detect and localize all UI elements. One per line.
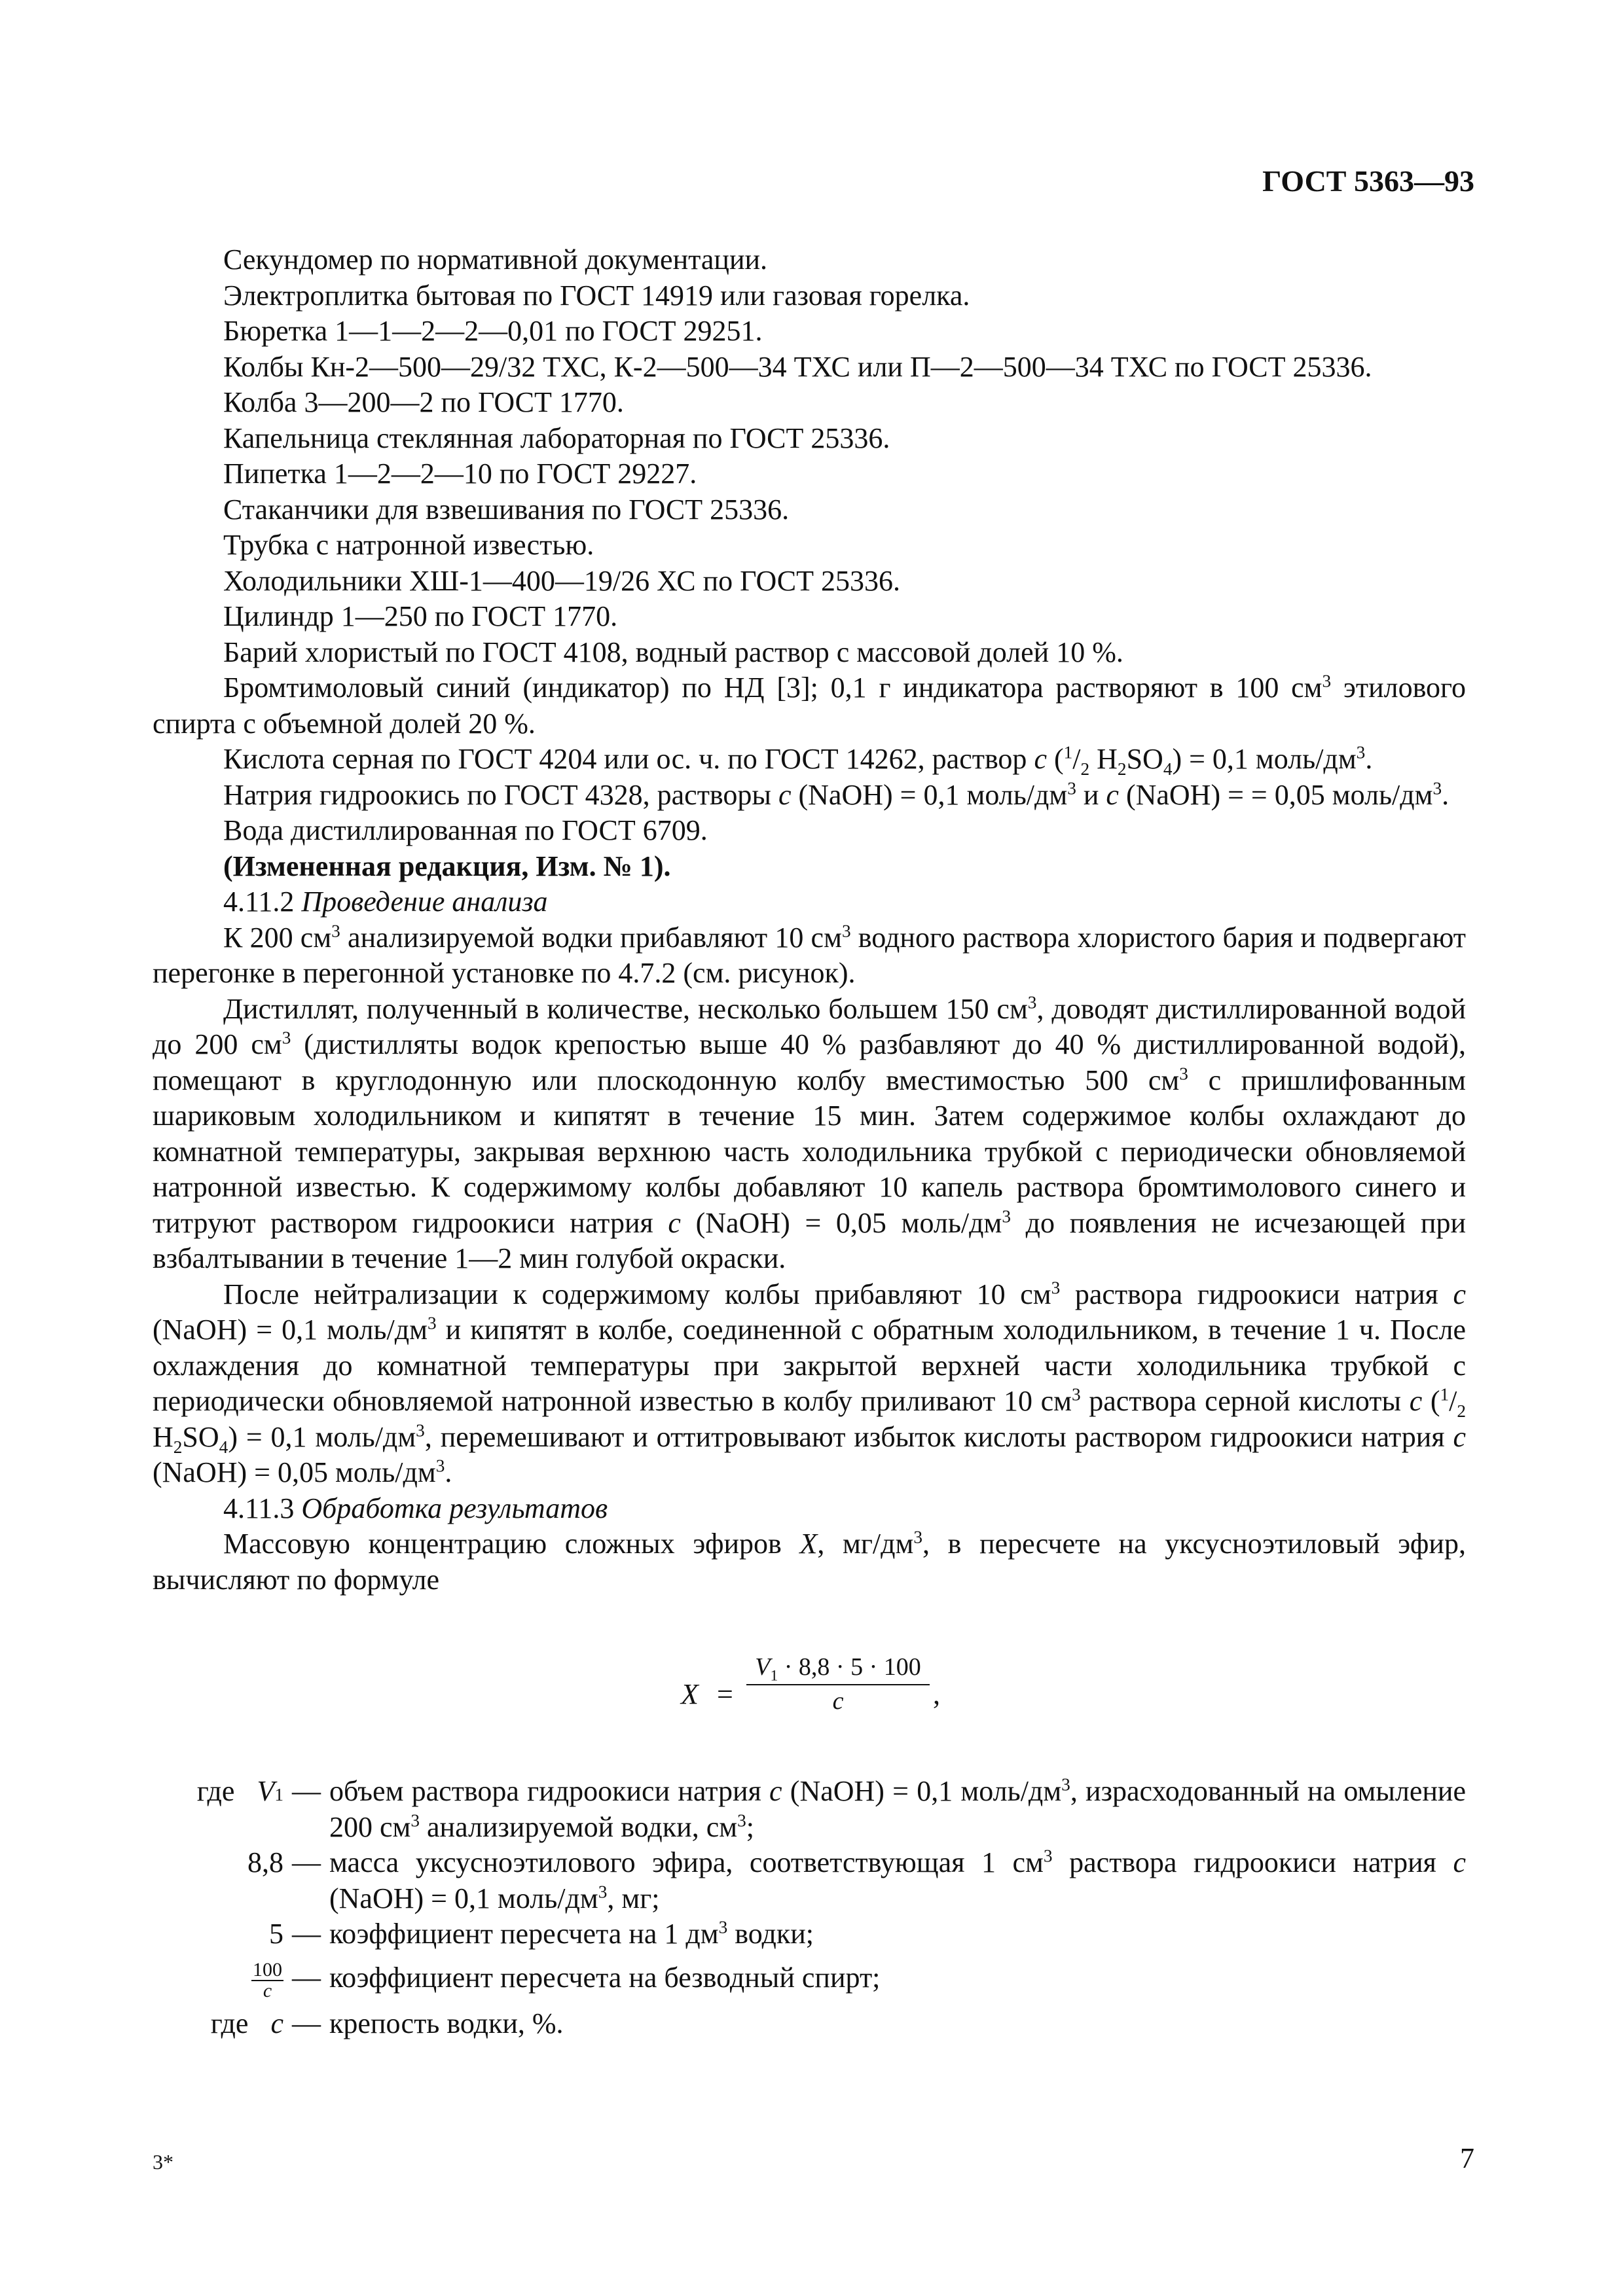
formula-comma: ,	[933, 1678, 940, 1710]
formula-lhs: X	[681, 1678, 699, 1710]
reagent-water: Вода дистиллированная по ГОСТ 6709.	[223, 814, 708, 846]
section-heading: 4.11.2 Проведение анализа	[223, 886, 548, 918]
formula-equals: =	[717, 1678, 733, 1710]
definition-text: коэффициент пересчета на безводный спирт;	[329, 1961, 881, 1994]
equipment-item: Барий хлористый по ГОСТ 4108, водный раствор с массовой долей 10 %.	[223, 636, 1123, 668]
definition-text: объем раствора гидроокиси натрия c (NaOH) = 0,1 моль/$дм^3$, израсходованный на омыление 200 $см^3$ анализируемой водки, $см^3$;	[329, 1774, 1466, 1843]
definition-symbol: $\frac{100}{c}$	[253, 1958, 282, 2001]
body-text	[153, 242, 1466, 1598]
definition-row: $\frac{100}{c}$ — коэффициент пересчета на безводный спирт;	[153, 1960, 1466, 2001]
definition-row: 8,8 — масса уксусноэтилового эфира, соответствующая 1 $см^3$ раствора гидроокиси натрия c (NaOH) = 0,1 моль/$дм^3$, мг;	[153, 1845, 1466, 1916]
definition-text: крепость водки, %.	[329, 2007, 564, 2039]
equipment-item: Холодильники ХШ-1—400—19/26 ХС по ГОСТ 25336.	[223, 564, 900, 597]
definition-symbol: где c	[210, 2007, 283, 2039]
paragraph: К 200 $см^3$ анализируемой водки прибавляют 10 $см^3$ водного раствора хлористого бария и подвергают перегонке в перегонной установке по 4.7.2 (см. рисунок).	[153, 920, 1466, 989]
equipment-item: Секундомер по нормативной документации.	[223, 243, 768, 276]
equipment-item: Колбы Кн-2—500—29/32 ТХС, К-2—500—34 ТХС или П—2—500—34 ТХС по ГОСТ 25336.	[223, 350, 1372, 383]
equipment-item: Бюретка 1—1—2—2—0,01 по ГОСТ 29251.	[223, 315, 763, 347]
definition-row: где V 1 — объем раствора гидроокиси натрия c (NaOH) = 0,1 моль/$дм^3$, израсходованный на омыление 200 $см^3$ анализируемой водки, $см^3$;	[153, 1774, 1466, 1845]
equipment-item: Колба 3—200—2 по ГОСТ 1770.	[223, 386, 624, 418]
page-number: 7	[1460, 2142, 1474, 2174]
definitions-list	[153, 1774, 1466, 2041]
definition-symbol: 8,8	[247, 1846, 283, 1878]
paragraph: Массовую концентрацию сложных эфиров X, $мг/дм^3$, в пересчете на уксусноэтиловый эфир, вычисляют по формуле	[153, 1527, 1466, 1596]
formula	[0, 1653, 1623, 1731]
definition-row: где c — крепость водки, %.	[153, 2006, 1466, 2042]
reagent-bromthymol: Бромтимоловый синий (индикатор) по НД [3]; 0,1 г индикатора растворяют в 100 $см^3$ этилового спирта с объемной долей 20 %.	[153, 671, 1467, 740]
paragraph: После нейтрализации к содержимому колбы прибавляют 10 $см^3$ раствора гидроокиси натрия c (NaOH) = 0,1 моль/$дм^3$ и кипятят в колбе, соединенной с обратным холодильником, в течение 1 ч. После охлаждения до комнатной температуры при закрытой верхней части холодильника трубкой с периодически обновляемой натронной известью в колбу приливают 10 $см^3$ раствора серной кислоты c ($^1/_2$ $H_2SO_4) = 0,1$ моль/$дм^3$, перемешивают и оттитровывают избыток кислоты раствором гидроокиси натрия c (NaOH) = 0,05 моль/$дм^3$.	[153, 1277, 1467, 1488]
reagent-naoh: Натрия гидроокись по ГОСТ 4328, растворы c (NaOH) = 0,1 моль/$дм^3$ и c (NaOH) = = 0,05 моль/$дм^3$.	[223, 778, 1450, 811]
equipment-item: Пипетка 1—2—2—10 по ГОСТ 29227.	[223, 457, 697, 490]
formula-fraction	[746, 1653, 930, 1715]
equipment-item: Капельница стеклянная лабораторная по ГОСТ 25336.	[223, 422, 890, 454]
section-heading: 4.11.3 Обработка результатов	[223, 1492, 608, 1524]
definition-text: масса уксусноэтилового эфира, соответствующая 1 $см^3$ раствора гидроокиси натрия c (NaOH) = 0,1 моль/$дм^3$, мг;	[329, 1846, 1466, 1914]
definition-symbol: где V 1	[196, 1775, 283, 1807]
definition-symbol: 5	[269, 1918, 283, 1950]
equipment-item: Стаканчики для взвешивания по ГОСТ 25336.	[223, 493, 790, 526]
formula-denominator: c	[832, 1687, 844, 1715]
definition-row: 5 — коэффициент пересчета на 1 $дм^3$ водки;	[153, 1916, 1466, 1952]
formula-numerator: $V_1 \cdot 8,8 \cdot 5 \cdot 100$	[746, 1653, 930, 1685]
document-code: ГОСТ 5363—93	[1262, 164, 1474, 198]
equipment-item: Трубка с натронной известью.	[223, 529, 594, 561]
equipment-item: Цилиндр 1—250 по ГОСТ 1770.	[223, 600, 618, 632]
reagent-sulfuric-acid: Кислота серная по ГОСТ 4204 или ос. ч. по ГОСТ 14262, раствор c ($^1/_2$ $H_2SO_4) = 0,1$ моль/$дм^3$.	[223, 742, 1373, 779]
edit-note: (Измененная редакция, Изм. № 1).	[223, 850, 671, 882]
sheet-mark: 3*	[153, 2150, 173, 2174]
equipment-item: Электроплитка бытовая по ГОСТ 14919 или газовая горелка.	[223, 279, 970, 312]
paragraph: Дистиллят, полученный в количестве, несколько большем 150 $см^3$, доводят дистиллированной водой до 200 $см^3$ (дистилляты водок крепостью выше 40 % разбавляют до 40 % дистиллированной водой), помещают в круглодонную или плоскодонную колбу вместимостью 500 $см^3$ с пришлифованным шариковым холодильником и кипятят в течение 15 мин. Затем содержимое колбы охлаждают до комнатной температуры, закрывая верхнюю часть холодильника трубкой с периодически обновляемой натронной известью. К содержимому колбы добавляют 10 капель раствора бромтимолового синего и титруют раствором гидроокиси натрия c (NaOH) = 0,05 моль/$дм^3$ до появления не исчезающей при взбалтывании в течение 1—2 мин голубой окраски.	[153, 992, 1466, 1274]
definition-text: коэффициент пересчета на 1 $дм^3$ водки;	[329, 1917, 814, 1950]
